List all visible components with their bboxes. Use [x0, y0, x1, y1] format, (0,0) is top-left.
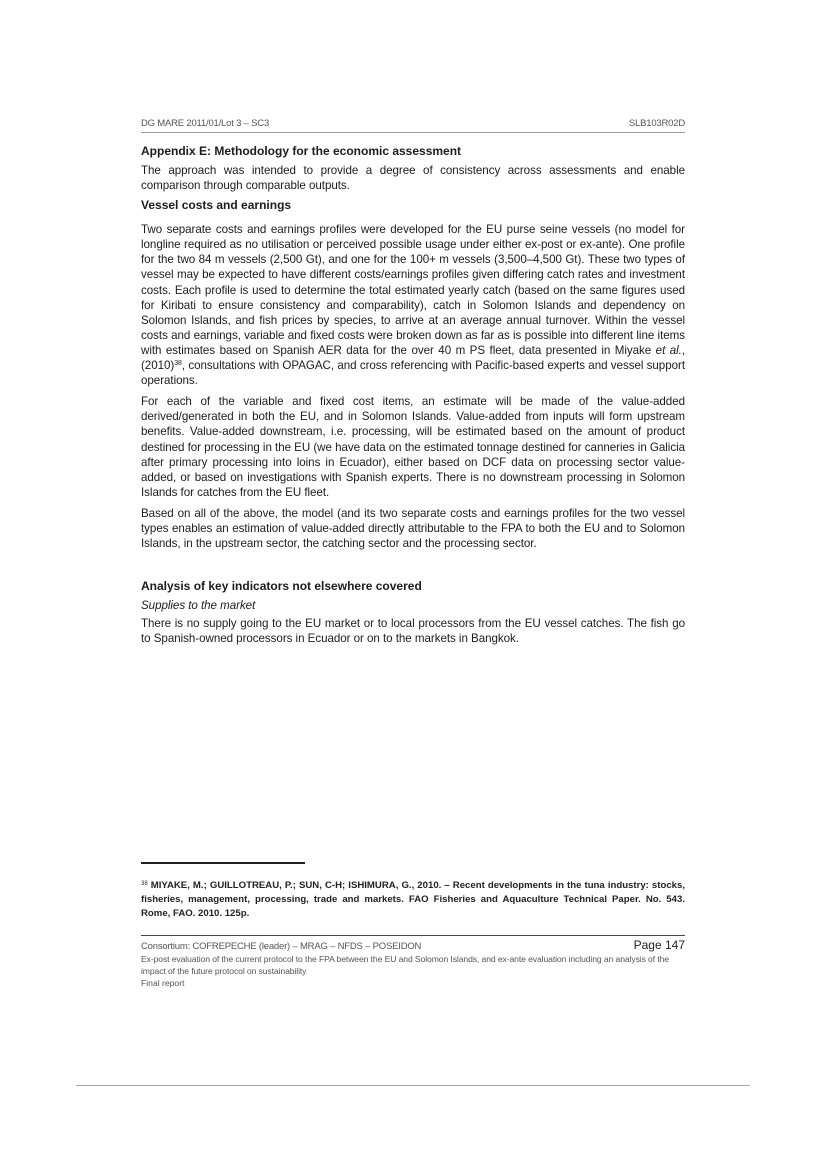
- vessel-heading: Vessel costs and earnings: [141, 198, 292, 213]
- main-content: [141, 143, 685, 646]
- footnote-number: 38: [141, 881, 148, 887]
- vessel-paragraph-2: For each of the variable and fixed cost items, an estimate will be made of the value-added derived/generated in both the EU, and in Solomon Islands. Value-added from inputs will form upstream benefits. Value-added downstream, i.e. processing, will be estimated based on the amount of product destined for processing in the EU (we have data on the estimated tonnage destined for canneries in Galicia after primary processing into loins in Ecuador), either based on DCF data on processing sector value-added, or based on investigations with Spanish experts. There is no downstream processing in Solomon Islands for catches from the EU fleet.: [141, 395, 685, 499]
- vessel-p1-year: , (2010): [141, 343, 685, 373]
- footer-description: Ex-post evaluation of the current protocol to the FPA between the EU and Solomon Islands, and ex-ante evaluation including an analysis of the impact of the future protocol on sustainability: [141, 954, 669, 976]
- vessel-p1-tail: , consultations with OPAGAC, and cross referencing with Pacific-based experts and vessel support operations.: [141, 359, 685, 388]
- analysis-heading: Analysis of key indicators not elsewhere covered: [141, 579, 422, 594]
- footnote-ref[interactable]: 38: [174, 360, 182, 368]
- footer-top-line: [141, 938, 685, 954]
- footnote-text: MIYAKE, M.; GUILLOTREAU, P.; SUN, C-H; ISHIMURA, G., 2010. – Recent developments in the tuna industry: stocks, fisheries, management, processing, trade and markets. FAO Fisheries and Aquaculture Technical Paper. No. 543. Rome, FAO. 2010. 125p.: [141, 880, 685, 919]
- vessel-paragraph-3: Based on all of the above, the model (and its two separate costs and earnings profiles for the two vessel types enables an estimation of value-added directly attributable to the FPA to both the EU and to Solomon Islands, in the upstream sector, the catching sector and the processing sector.: [141, 506, 685, 551]
- analysis-text: There is no supply going to the EU market or to local processors from the EU vessel catches. The fish go to Spanish-owned processors in Ecuador or on to the markets in Bangkok.: [141, 617, 685, 646]
- vessel-p1-italic: et al.: [655, 343, 682, 357]
- page-number: Page 147: [633, 938, 685, 952]
- page-header: [141, 118, 685, 133]
- section-title: Appendix E: Methodology for the economic assessment: [141, 144, 462, 158]
- page-footer: [141, 935, 685, 989]
- footer-consortium: Consortium: COFREPECHE (leader) – MRAG – NFDS – POSEIDON: [141, 941, 422, 952]
- vessel-paragraph-1: [141, 222, 685, 388]
- analysis-subheading: Supplies to the market: [141, 599, 256, 613]
- header-doc-code: SLB103R02D: [628, 118, 685, 129]
- page-bottom-divider: [76, 1085, 750, 1086]
- footnote: [141, 879, 685, 921]
- vessel-p1-text: Two separate costs and earnings profiles were developed for the EU purse seine vessels (no model for longline required as no utilisation or perceived possible usage under either ex-post or ex-ante). One profile for the two 84 m vessels (2,500 Gt), and one for the 100+ m vessels (3,500–4,500 Gt). These two types of vessel may be expected to have different costs/earnings profiles given differing catch rates and investment costs. Each profile is used to determine the total estimated yearly catch (based on the same figures used for Kiribati to ensure consistency and comparability), catch in Solomon Islands and dependency on Solomon Islands, and fish prices by species, to arrive at an average annual turnover. Within the vessel costs and earnings, variable and fixed costs were broken down as far as is possible into different line items with estimates based on Spanish AER data for the over 40 m PS fleet, data presented in Miyake: [141, 223, 685, 357]
- footer-final-report: Final report: [141, 978, 185, 989]
- section-intro: The approach was intended to provide a degree of consistency across assessments and enable comparison through comparable outputs.: [141, 164, 685, 193]
- footnote-divider: [141, 862, 305, 864]
- header-project-ref: DG MARE 2011/01/Lot 3 – SC3: [141, 118, 270, 129]
